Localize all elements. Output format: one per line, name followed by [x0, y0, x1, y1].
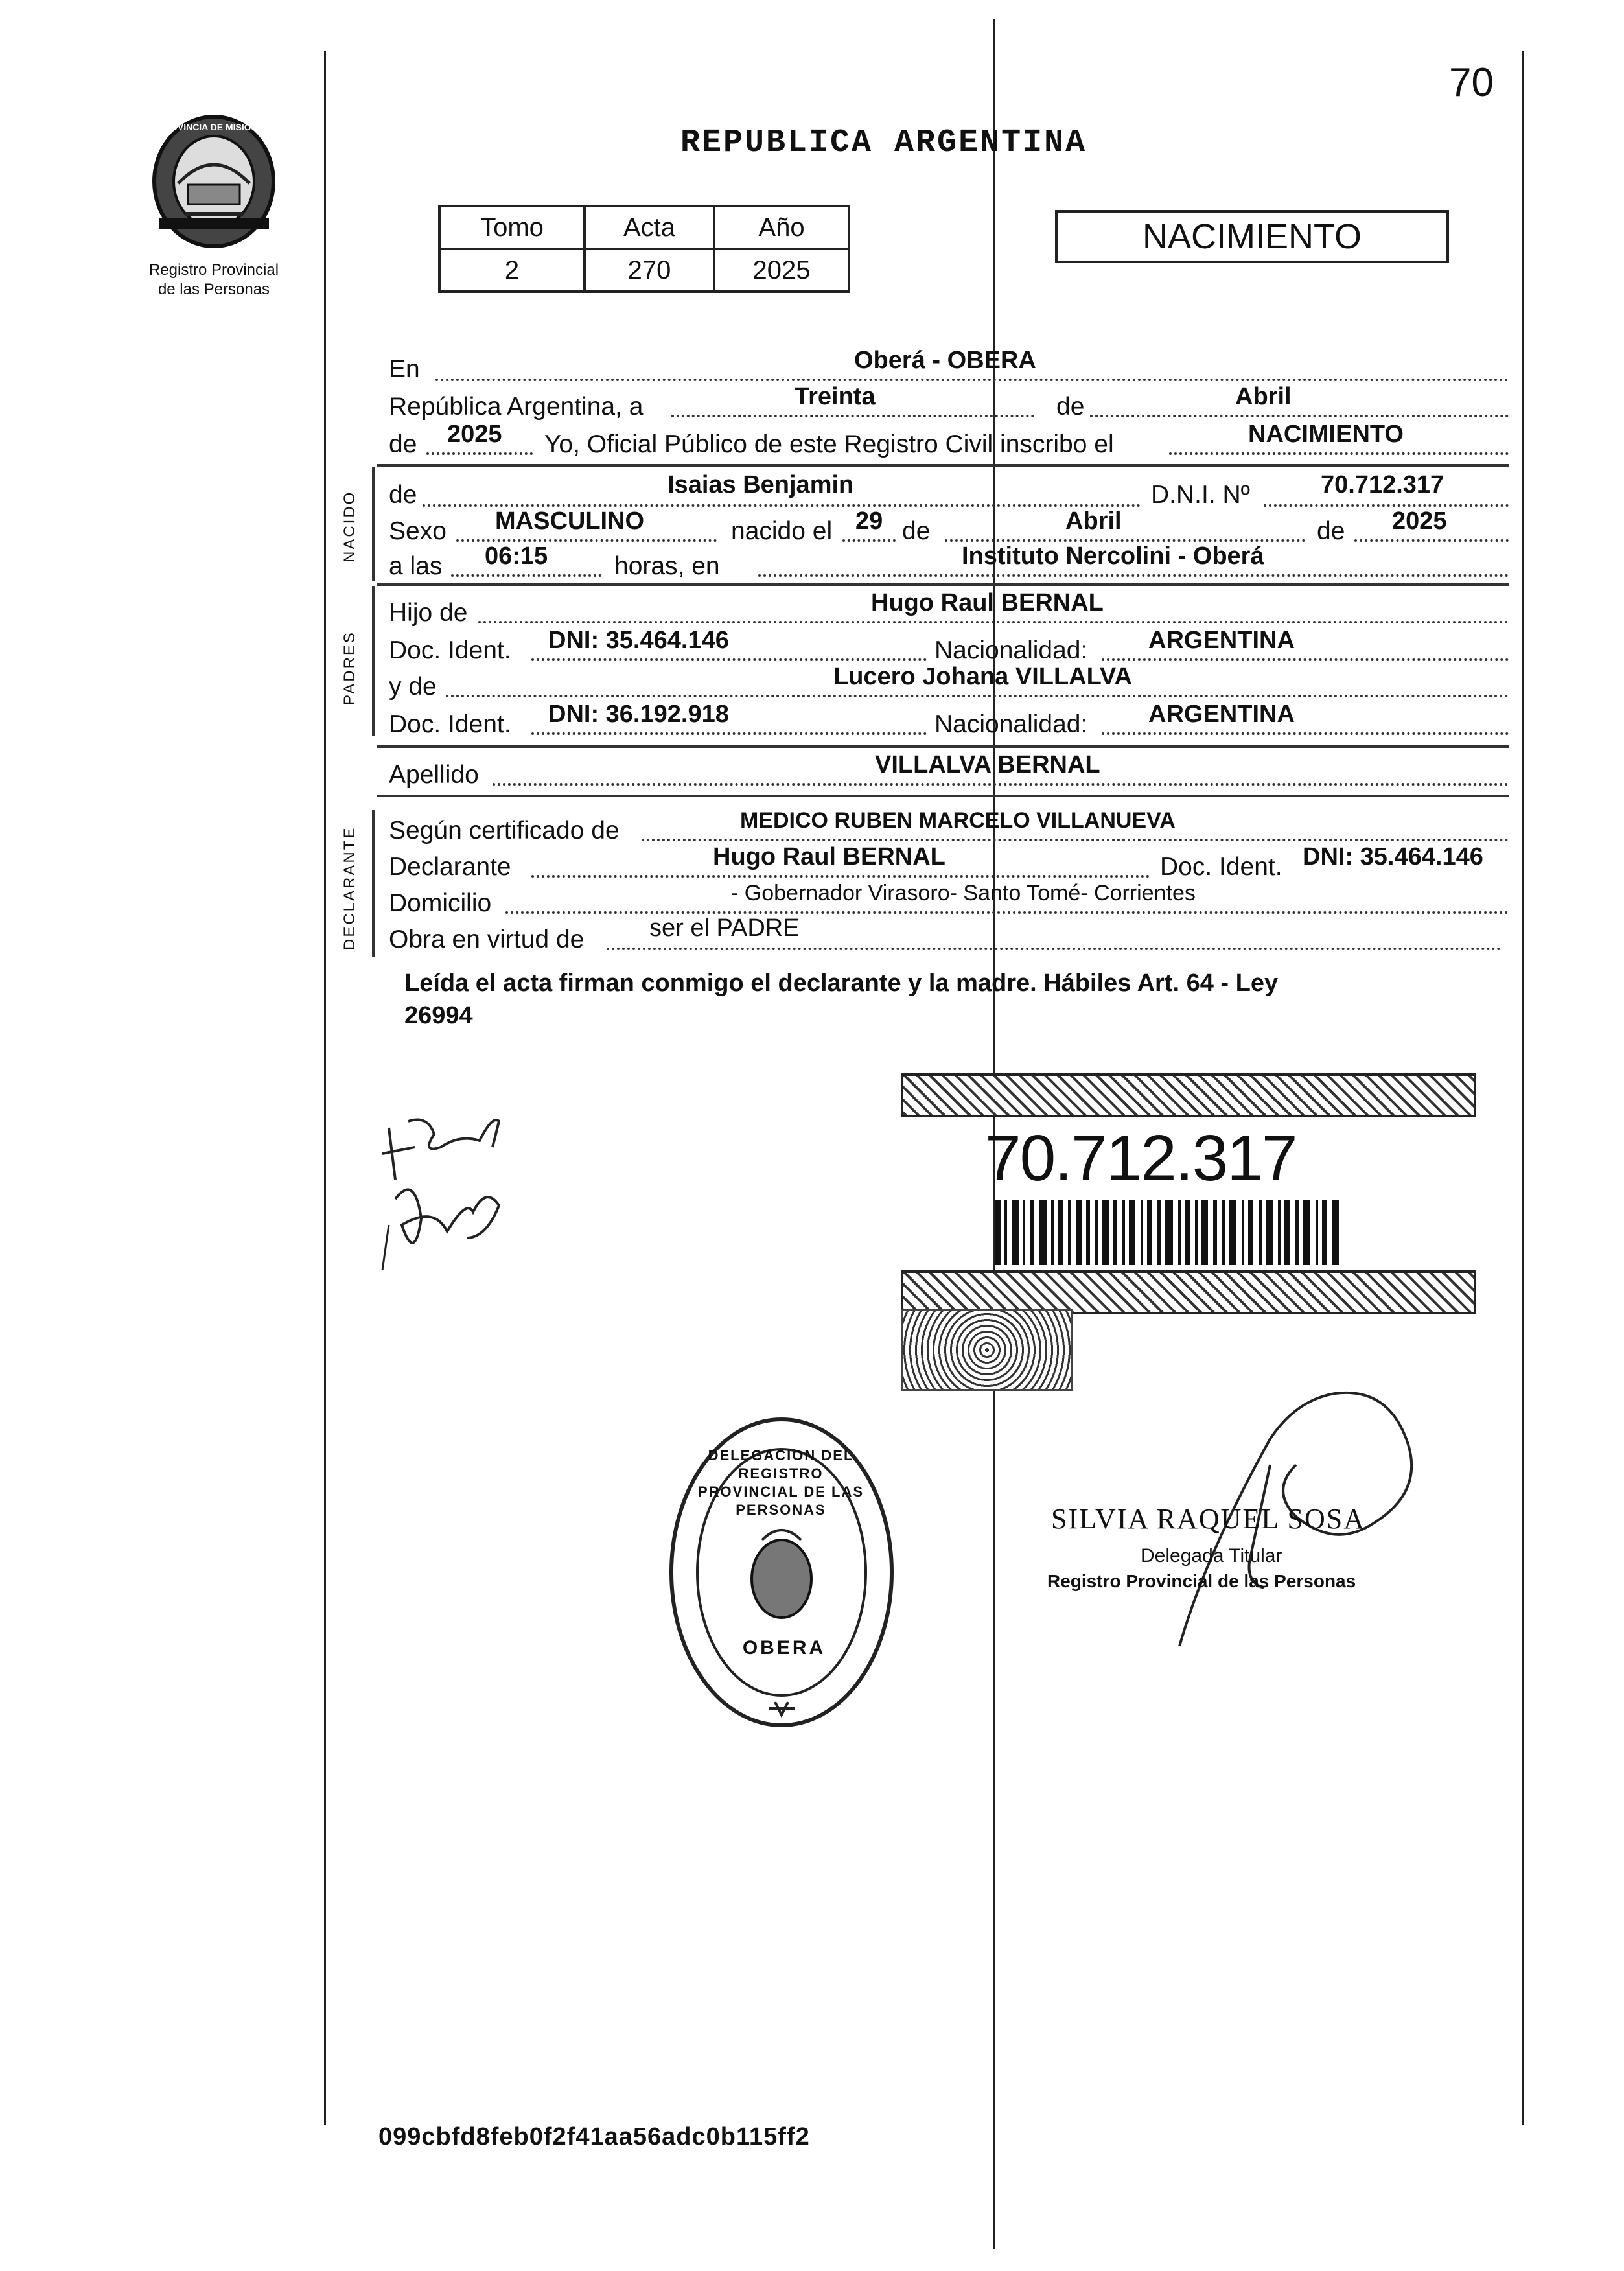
domicilio-label: Domicilio [389, 889, 492, 917]
security-guilloche [901, 1309, 1073, 1391]
mother-nationality: ARGENTINA [1148, 701, 1295, 728]
birth-year-dots [1354, 539, 1509, 542]
separator-padres [377, 745, 1509, 748]
de-label-4: de [1317, 517, 1345, 545]
declarante-doc: DNI: 35.464.146 [1303, 843, 1483, 870]
mother-dots [446, 695, 1509, 697]
separator-nacido [377, 583, 1509, 586]
mother-doc-label: Doc. Ident. [389, 710, 511, 738]
yo-label: Yo, Oficial Público de este Registro Civil inscribo el [544, 430, 1114, 458]
registry-value-ano: 2025 [714, 249, 849, 292]
mother-nac-label: Nacionalidad: [934, 710, 1088, 738]
nacido-bracket [372, 467, 375, 581]
de-label-1: de [1056, 393, 1085, 421]
father-doc-label: Doc. Ident. [389, 636, 511, 664]
father-doc: DNI: 35.464.146 [548, 627, 729, 654]
country-title: REPUBLICA ARGENTINA [680, 124, 1087, 161]
birth-day-dots [842, 539, 896, 542]
time-dots [451, 574, 601, 577]
separator-intro [377, 464, 1509, 467]
de-label-3: de [902, 517, 931, 545]
closing-text [404, 967, 1278, 1032]
declarante-bracket [372, 810, 375, 957]
hijo-de-label: Hijo de [389, 599, 468, 627]
father-nationality: ARGENTINA [1148, 627, 1295, 654]
right-margin-line [1522, 51, 1524, 2125]
registry-value-acta: 270 [585, 249, 714, 292]
dni-label: D.N.I. Nº [1151, 481, 1250, 509]
registry-table [438, 205, 850, 293]
signer-title: Delegada Titular [1141, 1545, 1282, 1566]
registry-header-tomo: Tomo [439, 206, 585, 249]
child-name: Isaias Benjamin [667, 471, 854, 498]
year-dots [426, 452, 533, 455]
dni-dots [1264, 504, 1509, 507]
declarante-label: Declarante [389, 853, 511, 881]
father-nat-dots [1102, 658, 1509, 661]
stamp-bottom-text: OBERA [742, 1637, 826, 1659]
closing-line-2: 26994 [404, 1002, 473, 1029]
en-dots [435, 378, 1509, 381]
emblem-caption-line2: de las Personas [157, 281, 270, 298]
mother-nat-dots [1102, 732, 1509, 735]
obra-label: Obra en virtud de [389, 926, 585, 953]
emblem-caption [110, 261, 318, 299]
cert-dots [642, 839, 1509, 841]
birth-day: 29 [855, 507, 883, 535]
sexo-label: Sexo [389, 517, 447, 545]
y-de-label: y de [389, 673, 437, 701]
mother-doc: DNI: 36.192.918 [548, 701, 729, 728]
separator-apellido [377, 795, 1509, 797]
declarante-doc-label: Doc. Ident. [1160, 853, 1282, 881]
padres-section-label: PADRES [341, 631, 358, 705]
declarante-section-label: DECLARANTE [341, 826, 358, 950]
apellido-value: VILLALVA BERNAL [875, 751, 1100, 778]
event-dots [1169, 452, 1509, 455]
year-value: 2025 [447, 421, 502, 448]
father-doc-dots [531, 658, 927, 661]
barcode [995, 1200, 1345, 1265]
page-number: 70 [1449, 60, 1494, 105]
father-dots [478, 621, 1509, 623]
a-las-label: a las [389, 552, 443, 580]
birth-month: Abril [1065, 507, 1122, 535]
nacido-section-label: NACIDO [341, 490, 358, 563]
sexo-value: MASCULINO [495, 507, 645, 535]
de-label-2: de [389, 430, 417, 458]
left-margin-line [324, 51, 326, 2125]
apellido-label: Apellido [389, 761, 479, 789]
month-dots [1090, 415, 1509, 417]
registry-header-row [439, 206, 849, 249]
security-number: 70.712.317 [985, 1122, 1297, 1194]
obra-dots [607, 948, 1501, 950]
document-hash: 099cbfd8feb0f2f41aa56adc0b115ff2 [378, 2123, 810, 2150]
declarant-signature [376, 1108, 518, 1270]
emblem-caption-line1: Registro Provincial [148, 261, 279, 279]
nacido-el-label: nacido el [731, 517, 833, 545]
domicilio-value: - Gobernador Virasoro- Santo Tomé- Corrientes [731, 881, 1196, 905]
stamp-ring-text: DELEGACION DEL REGISTRO PROVINCIAL DE LAS PERSONAS [697, 1447, 864, 1518]
declarante-name: Hugo Raul BERNAL [713, 843, 945, 870]
emblem-ring-text: PROVINCIA DE MISIONES [157, 122, 270, 132]
acta-type-box: NACIMIENTO [1055, 210, 1449, 263]
birth-time: 06:15 [485, 542, 548, 570]
registry-value-tomo: 2 [439, 249, 585, 292]
en-label: En [389, 355, 420, 383]
registry-header-acta: Acta [585, 206, 714, 249]
closing-line-1: Leída el acta firman conmigo el declarante y la madre. Hábiles Art. 64 - Ley [404, 970, 1279, 997]
registry-value-row [439, 249, 849, 292]
apellido-dots [493, 783, 1509, 786]
registry-header-ano: Año [714, 206, 849, 249]
security-strip-bottom [901, 1270, 1476, 1314]
nacido-de-label: de [389, 481, 417, 509]
signer-office: Registro Provincial de las Personas [1047, 1571, 1356, 1591]
cert-label: Según certificado de [389, 817, 620, 844]
mother-name: Lucero Johana VILLALVA [833, 663, 1132, 690]
signer-name: SILVIA RAQUEL SOSA [1051, 1503, 1366, 1535]
decl-name-dots [531, 875, 1150, 878]
mother-doc-dots [531, 732, 927, 735]
republica-label: República Argentina, a [389, 393, 644, 421]
birth-location: Instituto Nercolini - Oberá [962, 542, 1264, 570]
place-value: Oberá - OBERA [854, 347, 1036, 374]
obra-value: ser el PADRE [649, 914, 800, 942]
father-nac-label: Nacionalidad: [934, 636, 1088, 664]
cert-value: MEDICO RUBEN MARCELO VILLANUEVA [740, 808, 1176, 833]
birth-year: 2025 [1392, 507, 1447, 535]
padres-bracket [372, 586, 375, 736]
father-name: Hugo Raul BERNAL [871, 589, 1104, 616]
day-value: Treinta [795, 383, 876, 410]
location-dots [758, 574, 1509, 577]
child-dni: 70.712.317 [1321, 471, 1444, 498]
event-value: NACIMIENTO [1248, 421, 1404, 448]
day-dots [671, 415, 1034, 417]
security-strip-top [901, 1073, 1476, 1117]
horas-label: horas, en [614, 552, 720, 580]
month-value: Abril [1235, 383, 1292, 410]
